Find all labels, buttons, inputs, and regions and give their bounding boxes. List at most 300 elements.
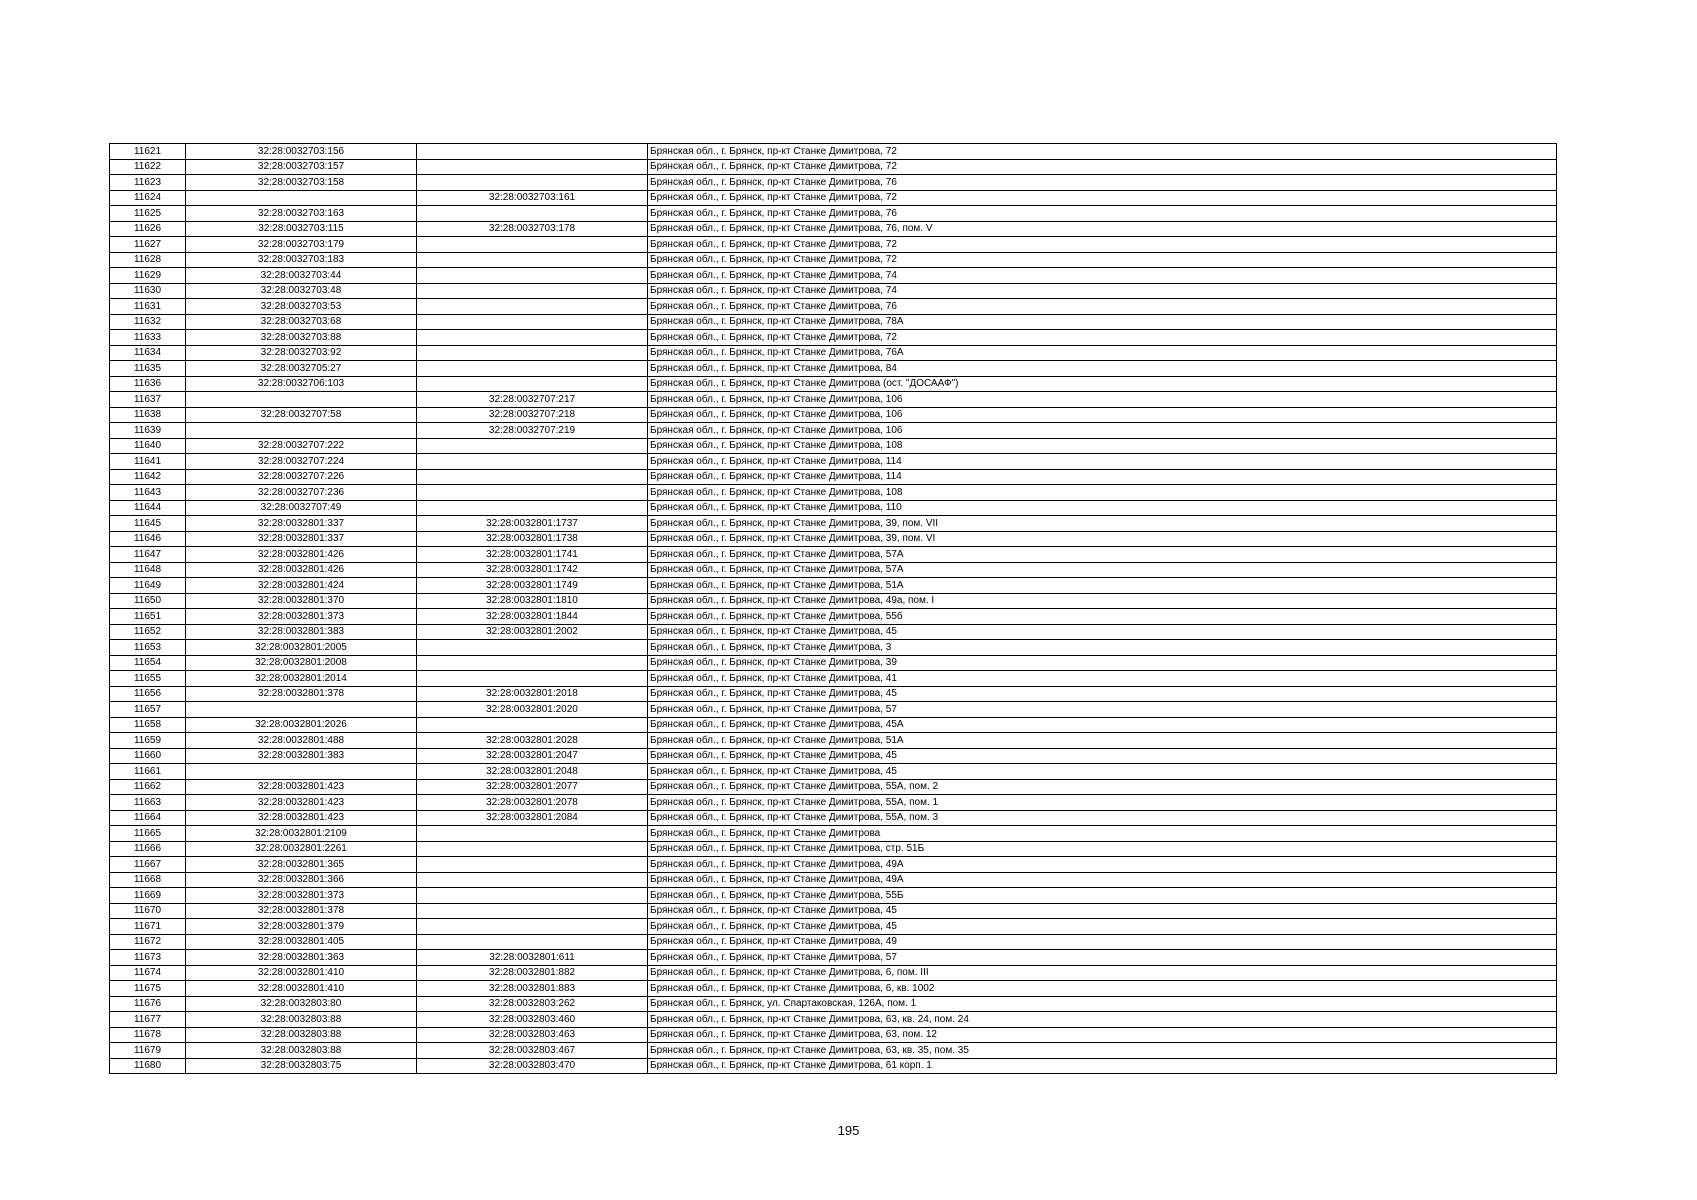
cadastral-number-cell: 32:28:0032703:115 (186, 221, 417, 237)
related-cadastral-number-cell: 32:28:0032801:2084 (417, 810, 648, 826)
row-number-cell: 11624 (110, 190, 186, 206)
table-row (110, 438, 1557, 454)
address-cell: Брянская обл., г. Брянск, пр-кт Станке Димитрова, 45 (648, 686, 1557, 702)
table-row (110, 299, 1557, 315)
related-cadastral-number-cell (417, 361, 648, 377)
row-number-cell: 11628 (110, 252, 186, 268)
table-row (110, 144, 1557, 160)
address-cell: Брянская обл., г. Брянск, пр-кт Станке Димитрова, 114 (648, 454, 1557, 470)
related-cadastral-number-cell: 32:28:0032801:2048 (417, 764, 648, 780)
related-cadastral-number-cell (417, 299, 648, 315)
address-cell: Брянская обл., г. Брянск, пр-кт Станке Димитрова, 76, пом. V (648, 221, 1557, 237)
cadastral-number-cell: 32:28:0032801:2008 (186, 655, 417, 671)
cadastral-number-cell (186, 702, 417, 718)
row-number-cell: 11639 (110, 423, 186, 439)
table-row (110, 469, 1557, 485)
table-row (110, 423, 1557, 439)
row-number-cell: 11666 (110, 841, 186, 857)
cadastral-number-cell: 32:28:0032703:44 (186, 268, 417, 284)
related-cadastral-number-cell (417, 175, 648, 191)
address-cell: Брянская обл., г. Брянск, пр-кт Станке Димитрова, 57 (648, 950, 1557, 966)
related-cadastral-number-cell: 32:28:0032801:1742 (417, 562, 648, 578)
table-row (110, 593, 1557, 609)
address-cell: Брянская обл., г. Брянск, пр-кт Станке Димитрова, 63, кв. 24, пом. 24 (648, 1012, 1557, 1028)
related-cadastral-number-cell: 32:28:0032801:2028 (417, 733, 648, 749)
table-row (110, 516, 1557, 532)
address-cell: Брянская обл., г. Брянск, пр-кт Станке Димитрова, 84 (648, 361, 1557, 377)
address-cell: Брянская обл., г. Брянск, пр-кт Станке Димитрова, 76 (648, 175, 1557, 191)
table-row (110, 748, 1557, 764)
row-number-cell: 11658 (110, 717, 186, 733)
row-number-cell: 11634 (110, 345, 186, 361)
cadastral-number-cell: 32:28:0032703:179 (186, 237, 417, 253)
address-cell: Брянская обл., г. Брянск, пр-кт Станке Димитрова, 106 (648, 407, 1557, 423)
row-number-cell: 11632 (110, 314, 186, 330)
cadastral-number-cell: 32:28:0032707:222 (186, 438, 417, 454)
address-cell: Брянская обл., г. Брянск, пр-кт Станке Димитрова, 61 корп. 1 (648, 1058, 1557, 1074)
cadastral-number-cell: 32:28:0032801:379 (186, 919, 417, 935)
related-cadastral-number-cell (417, 903, 648, 919)
row-number-cell: 11653 (110, 640, 186, 656)
related-cadastral-number-cell (417, 934, 648, 950)
related-cadastral-number-cell: 32:28:0032703:161 (417, 190, 648, 206)
address-cell: Брянская обл., г. Брянск, пр-кт Станке Димитрова, 45 (648, 764, 1557, 780)
address-cell: Брянская обл., г. Брянск, пр-кт Станке Димитрова, 72 (648, 237, 1557, 253)
related-cadastral-number-cell (417, 345, 648, 361)
row-number-cell: 11623 (110, 175, 186, 191)
table-row (110, 841, 1557, 857)
address-cell: Брянская обл., г. Брянск, пр-кт Станке Димитрова, 63, кв. 35, пом. 35 (648, 1043, 1557, 1059)
address-cell: Брянская обл., г. Брянск, пр-кт Станке Димитрова, 114 (648, 469, 1557, 485)
row-number-cell: 11642 (110, 469, 186, 485)
address-cell: Брянская обл., г. Брянск, пр-кт Станке Димитрова, 78А (648, 314, 1557, 330)
table-row (110, 888, 1557, 904)
row-number-cell: 11669 (110, 888, 186, 904)
cadastral-number-cell: 32:28:0032801:405 (186, 934, 417, 950)
row-number-cell: 11626 (110, 221, 186, 237)
address-cell: Брянская обл., г. Брянск, пр-кт Станке Димитрова, 6, пом. III (648, 965, 1557, 981)
row-number-cell: 11677 (110, 1012, 186, 1028)
related-cadastral-number-cell: 32:28:0032707:218 (417, 407, 648, 423)
address-cell: Брянская обл., г. Брянск, пр-кт Станке Димитрова, 45 (648, 919, 1557, 935)
related-cadastral-number-cell: 32:28:0032703:178 (417, 221, 648, 237)
table-row (110, 1027, 1557, 1043)
row-number-cell: 11672 (110, 934, 186, 950)
table-row (110, 454, 1557, 470)
row-number-cell: 11670 (110, 903, 186, 919)
table-row (110, 996, 1557, 1012)
address-cell: Брянская обл., г. Брянск, пр-кт Станке Димитрова, 45 (648, 624, 1557, 640)
cadastral-number-cell: 32:28:0032801:337 (186, 516, 417, 532)
row-number-cell: 11664 (110, 810, 186, 826)
row-number-cell: 11652 (110, 624, 186, 640)
table-row (110, 671, 1557, 687)
row-number-cell: 11656 (110, 686, 186, 702)
cadastral-number-cell: 32:28:0032703:157 (186, 159, 417, 175)
table-row (110, 345, 1557, 361)
cadastral-number-cell: 32:28:0032706:103 (186, 376, 417, 392)
row-number-cell: 11663 (110, 795, 186, 811)
table-row (110, 764, 1557, 780)
related-cadastral-number-cell: 32:28:0032801:2020 (417, 702, 648, 718)
related-cadastral-number-cell (417, 872, 648, 888)
address-cell: Брянская обл., г. Брянск, пр-кт Станке Димитрова, 106 (648, 423, 1557, 439)
cadastral-number-cell: 32:28:0032705:27 (186, 361, 417, 377)
table-row (110, 159, 1557, 175)
row-number-cell: 11644 (110, 500, 186, 516)
cadastral-number-cell: 32:28:0032801:2014 (186, 671, 417, 687)
cadastral-number-cell: 32:28:0032803:80 (186, 996, 417, 1012)
address-cell: Брянская обл., г. Брянск, пр-кт Станке Димитрова, 49 (648, 934, 1557, 950)
related-cadastral-number-cell: 32:28:0032707:217 (417, 392, 648, 408)
row-number-cell: 11665 (110, 826, 186, 842)
address-cell: Брянская обл., г. Брянск, пр-кт Станке Димитрова, 55А, пом. 3 (648, 810, 1557, 826)
address-cell: Брянская обл., г. Брянск, пр-кт Станке Димитрова, 41 (648, 671, 1557, 687)
address-cell: Брянская обл., г. Брянск, пр-кт Станке Димитрова, 55б (648, 609, 1557, 625)
cadastral-number-cell: 32:28:0032801:383 (186, 624, 417, 640)
table-row (110, 872, 1557, 888)
cadastral-number-cell: 32:28:0032801:410 (186, 981, 417, 997)
row-number-cell: 11649 (110, 578, 186, 594)
row-number-cell: 11635 (110, 361, 186, 377)
address-cell: Брянская обл., г. Брянск, пр-кт Станке Димитрова (648, 826, 1557, 842)
table-row (110, 175, 1557, 191)
row-number-cell: 11671 (110, 919, 186, 935)
related-cadastral-number-cell: 32:28:0032801:882 (417, 965, 648, 981)
table-row (110, 903, 1557, 919)
cadastral-number-cell: 32:28:0032703:48 (186, 283, 417, 299)
table-row (110, 392, 1557, 408)
table-row (110, 779, 1557, 795)
related-cadastral-number-cell: 32:28:0032707:219 (417, 423, 648, 439)
address-cell: Брянская обл., г. Брянск, пр-кт Станке Димитрова, 72 (648, 330, 1557, 346)
related-cadastral-number-cell (417, 717, 648, 733)
related-cadastral-number-cell (417, 438, 648, 454)
related-cadastral-number-cell (417, 268, 648, 284)
related-cadastral-number-cell (417, 454, 648, 470)
related-cadastral-number-cell (417, 252, 648, 268)
related-cadastral-number-cell (417, 485, 648, 501)
related-cadastral-number-cell: 32:28:0032801:1810 (417, 593, 648, 609)
table-row (110, 717, 1557, 733)
address-cell: Брянская обл., г. Брянск, пр-кт Станке Димитрова, 74 (648, 268, 1557, 284)
registry-table (109, 143, 1557, 1074)
table-row (110, 857, 1557, 873)
table-row (110, 810, 1557, 826)
address-cell: Брянская обл., г. Брянск, пр-кт Станке Димитрова, 3 (648, 640, 1557, 656)
row-number-cell: 11668 (110, 872, 186, 888)
address-cell: Брянская обл., г. Брянск, пр-кт Станке Димитрова, 72 (648, 144, 1557, 160)
row-number-cell: 11633 (110, 330, 186, 346)
address-cell: Брянская обл., г. Брянск, пр-кт Станке Димитрова, 72 (648, 252, 1557, 268)
cadastral-number-cell: 32:28:0032707:49 (186, 500, 417, 516)
cadastral-number-cell: 32:28:0032801:373 (186, 609, 417, 625)
related-cadastral-number-cell: 32:28:0032801:2077 (417, 779, 648, 795)
related-cadastral-number-cell (417, 376, 648, 392)
table-row (110, 562, 1557, 578)
cadastral-number-cell: 32:28:0032801:365 (186, 857, 417, 873)
address-cell: Брянская обл., г. Брянск, пр-кт Станке Димитрова, 49А (648, 872, 1557, 888)
related-cadastral-number-cell (417, 159, 648, 175)
row-number-cell: 11647 (110, 547, 186, 563)
row-number-cell: 11625 (110, 206, 186, 222)
table-row (110, 686, 1557, 702)
table-body (110, 144, 1557, 1074)
cadastral-number-cell: 32:28:0032703:53 (186, 299, 417, 315)
table-row (110, 795, 1557, 811)
table-row (110, 919, 1557, 935)
table-row (110, 578, 1557, 594)
row-number-cell: 11646 (110, 531, 186, 547)
table-row (110, 1058, 1557, 1074)
related-cadastral-number-cell: 32:28:0032801:1737 (417, 516, 648, 532)
cadastral-number-cell: 32:28:0032801:423 (186, 779, 417, 795)
related-cadastral-number-cell: 32:28:0032803:467 (417, 1043, 648, 1059)
address-cell: Брянская обл., г. Брянск, пр-кт Станке Димитрова, 49А (648, 857, 1557, 873)
row-number-cell: 11678 (110, 1027, 186, 1043)
related-cadastral-number-cell: 32:28:0032801:1741 (417, 547, 648, 563)
address-cell: Брянская обл., г. Брянск, пр-кт Станке Димитрова, 49а, пом. I (648, 593, 1557, 609)
address-cell: Брянская обл., г. Брянск, пр-кт Станке Димитрова, 76 (648, 299, 1557, 315)
cadastral-number-cell: 32:28:0032801:423 (186, 795, 417, 811)
table-row (110, 407, 1557, 423)
cadastral-number-cell: 32:28:0032703:158 (186, 175, 417, 191)
cadastral-number-cell: 32:28:0032703:163 (186, 206, 417, 222)
cadastral-number-cell: 32:28:0032801:378 (186, 903, 417, 919)
cadastral-number-cell (186, 190, 417, 206)
table-row (110, 283, 1557, 299)
row-number-cell: 11645 (110, 516, 186, 532)
row-number-cell: 11636 (110, 376, 186, 392)
related-cadastral-number-cell (417, 469, 648, 485)
table-row (110, 981, 1557, 997)
address-cell: Брянская обл., г. Брянск, пр-кт Станке Димитрова, 110 (648, 500, 1557, 516)
related-cadastral-number-cell: 32:28:0032801:1738 (417, 531, 648, 547)
address-cell: Брянская обл., г. Брянск, ул. Спартаковская, 126А, пом. 1 (648, 996, 1557, 1012)
row-number-cell: 11673 (110, 950, 186, 966)
cadastral-number-cell: 32:28:0032803:88 (186, 1043, 417, 1059)
row-number-cell: 11657 (110, 702, 186, 718)
cadastral-number-cell: 32:28:0032801:363 (186, 950, 417, 966)
row-number-cell: 11621 (110, 144, 186, 160)
cadastral-number-cell: 32:28:0032803:75 (186, 1058, 417, 1074)
table-row (110, 314, 1557, 330)
cadastral-number-cell: 32:28:0032801:410 (186, 965, 417, 981)
related-cadastral-number-cell (417, 144, 648, 160)
related-cadastral-number-cell (417, 655, 648, 671)
table-row (110, 221, 1557, 237)
address-cell: Брянская обл., г. Брянск, пр-кт Станке Димитрова, 63, пом. 12 (648, 1027, 1557, 1043)
table-row (110, 609, 1557, 625)
table-row (110, 361, 1557, 377)
row-number-cell: 11674 (110, 965, 186, 981)
address-cell: Брянская обл., г. Брянск, пр-кт Станке Димитрова, стр. 51Б (648, 841, 1557, 857)
row-number-cell: 11629 (110, 268, 186, 284)
cadastral-number-cell: 32:28:0032801:488 (186, 733, 417, 749)
row-number-cell: 11660 (110, 748, 186, 764)
related-cadastral-number-cell (417, 206, 648, 222)
cadastral-number-cell: 32:28:0032703:156 (186, 144, 417, 160)
related-cadastral-number-cell: 32:28:0032801:2078 (417, 795, 648, 811)
address-cell: Брянская обл., г. Брянск, пр-кт Станке Димитрова, 76 (648, 206, 1557, 222)
cadastral-number-cell: 32:28:0032703:88 (186, 330, 417, 346)
table-row (110, 733, 1557, 749)
related-cadastral-number-cell (417, 283, 648, 299)
address-cell: Брянская обл., г. Брянск, пр-кт Станке Димитрова, 6, кв. 1002 (648, 981, 1557, 997)
table-row (110, 702, 1557, 718)
address-cell: Брянская обл., г. Брянск, пр-кт Станке Димитрова, 57А (648, 562, 1557, 578)
row-number-cell: 11655 (110, 671, 186, 687)
cadastral-number-cell: 32:28:0032801:366 (186, 872, 417, 888)
cadastral-number-cell: 32:28:0032703:183 (186, 252, 417, 268)
address-cell: Брянская обл., г. Брянск, пр-кт Станке Димитрова, 108 (648, 438, 1557, 454)
address-cell: Брянская обл., г. Брянск, пр-кт Станке Димитрова, 51А (648, 578, 1557, 594)
row-number-cell: 11654 (110, 655, 186, 671)
related-cadastral-number-cell (417, 841, 648, 857)
row-number-cell: 11667 (110, 857, 186, 873)
cadastral-number-cell: 32:28:0032707:58 (186, 407, 417, 423)
related-cadastral-number-cell (417, 857, 648, 873)
row-number-cell: 11630 (110, 283, 186, 299)
related-cadastral-number-cell (417, 826, 648, 842)
cadastral-number-cell: 32:28:0032703:68 (186, 314, 417, 330)
address-cell: Брянская обл., г. Брянск, пр-кт Станке Димитрова, 45 (648, 903, 1557, 919)
related-cadastral-number-cell (417, 314, 648, 330)
table-row (110, 934, 1557, 950)
cadastral-number-cell: 32:28:0032801:2005 (186, 640, 417, 656)
row-number-cell: 11627 (110, 237, 186, 253)
address-cell: Брянская обл., г. Брянск, пр-кт Станке Димитрова, 39 (648, 655, 1557, 671)
address-cell: Брянская обл., г. Брянск, пр-кт Станке Димитрова, 108 (648, 485, 1557, 501)
related-cadastral-number-cell (417, 237, 648, 253)
related-cadastral-number-cell (417, 640, 648, 656)
table-row (110, 826, 1557, 842)
row-number-cell: 11676 (110, 996, 186, 1012)
address-cell: Брянская обл., г. Брянск, пр-кт Станке Димитрова (ост. "ДОСААФ") (648, 376, 1557, 392)
cadastral-number-cell (186, 423, 417, 439)
row-number-cell: 11650 (110, 593, 186, 609)
cadastral-number-cell (186, 392, 417, 408)
related-cadastral-number-cell: 32:28:0032801:2002 (417, 624, 648, 640)
table-row (110, 330, 1557, 346)
cadastral-number-cell: 32:28:0032801:2261 (186, 841, 417, 857)
table-row (110, 190, 1557, 206)
cadastral-number-cell: 32:28:0032801:383 (186, 748, 417, 764)
cadastral-number-cell: 32:28:0032801:2109 (186, 826, 417, 842)
row-number-cell: 11640 (110, 438, 186, 454)
row-number-cell: 11638 (110, 407, 186, 423)
row-number-cell: 11648 (110, 562, 186, 578)
address-cell: Брянская обл., г. Брянск, пр-кт Станке Димитрова, 45 (648, 748, 1557, 764)
table-row (110, 640, 1557, 656)
related-cadastral-number-cell: 32:28:0032803:463 (417, 1027, 648, 1043)
table-row (110, 237, 1557, 253)
row-number-cell: 11662 (110, 779, 186, 795)
cadastral-number-cell: 32:28:0032707:226 (186, 469, 417, 485)
cadastral-number-cell: 32:28:0032801:337 (186, 531, 417, 547)
row-number-cell: 11679 (110, 1043, 186, 1059)
table-row (110, 950, 1557, 966)
cadastral-number-cell: 32:28:0032801:2026 (186, 717, 417, 733)
table-row (110, 206, 1557, 222)
related-cadastral-number-cell: 32:28:0032801:1844 (417, 609, 648, 625)
table-row (110, 1012, 1557, 1028)
address-cell: Брянская обл., г. Брянск, пр-кт Станке Димитрова, 55А, пом. 2 (648, 779, 1557, 795)
cadastral-number-cell: 32:28:0032803:88 (186, 1012, 417, 1028)
row-number-cell: 11637 (110, 392, 186, 408)
cadastral-number-cell: 32:28:0032707:236 (186, 485, 417, 501)
cadastral-number-cell: 32:28:0032801:426 (186, 562, 417, 578)
related-cadastral-number-cell (417, 919, 648, 935)
cadastral-number-cell: 32:28:0032801:378 (186, 686, 417, 702)
related-cadastral-number-cell: 32:28:0032803:460 (417, 1012, 648, 1028)
cadastral-number-cell: 32:28:0032801:373 (186, 888, 417, 904)
related-cadastral-number-cell (417, 888, 648, 904)
address-cell: Брянская обл., г. Брянск, пр-кт Станке Димитрова, 39, пом. VI (648, 531, 1557, 547)
cadastral-number-cell: 32:28:0032801:370 (186, 593, 417, 609)
table-row (110, 655, 1557, 671)
related-cadastral-number-cell: 32:28:0032801:1749 (417, 578, 648, 594)
table-row (110, 500, 1557, 516)
address-cell: Брянская обл., г. Брянск, пр-кт Станке Димитрова, 55Б (648, 888, 1557, 904)
related-cadastral-number-cell: 32:28:0032801:883 (417, 981, 648, 997)
address-cell: Брянская обл., г. Брянск, пр-кт Станке Димитрова, 55А, пом. 1 (648, 795, 1557, 811)
address-cell: Брянская обл., г. Брянск, пр-кт Станке Димитрова, 45А (648, 717, 1557, 733)
table-row (110, 485, 1557, 501)
address-cell: Брянская обл., г. Брянск, пр-кт Станке Димитрова, 57 (648, 702, 1557, 718)
table-row (110, 268, 1557, 284)
row-number-cell: 11661 (110, 764, 186, 780)
cadastral-number-cell: 32:28:0032707:224 (186, 454, 417, 470)
related-cadastral-number-cell: 32:28:0032803:470 (417, 1058, 648, 1074)
address-cell: Брянская обл., г. Брянск, пр-кт Станке Димитрова, 76А (648, 345, 1557, 361)
row-number-cell: 11631 (110, 299, 186, 315)
cadastral-number-cell: 32:28:0032801:426 (186, 547, 417, 563)
table-row (110, 531, 1557, 547)
row-number-cell: 11622 (110, 159, 186, 175)
related-cadastral-number-cell (417, 500, 648, 516)
cadastral-number-cell: 32:28:0032801:423 (186, 810, 417, 826)
related-cadastral-number-cell: 32:28:0032801:611 (417, 950, 648, 966)
address-cell: Брянская обл., г. Брянск, пр-кт Станке Димитрова, 51А (648, 733, 1557, 749)
table-row (110, 624, 1557, 640)
cadastral-number-cell: 32:28:0032803:88 (186, 1027, 417, 1043)
address-cell: Брянская обл., г. Брянск, пр-кт Станке Димитрова, 72 (648, 190, 1557, 206)
address-cell: Брянская обл., г. Брянск, пр-кт Станке Димитрова, 57А (648, 547, 1557, 563)
cadastral-number-cell: 32:28:0032703:92 (186, 345, 417, 361)
table-row (110, 547, 1557, 563)
address-cell: Брянская обл., г. Брянск, пр-кт Станке Димитрова, 39, пом. VII (648, 516, 1557, 532)
related-cadastral-number-cell: 32:28:0032803:262 (417, 996, 648, 1012)
row-number-cell: 11680 (110, 1058, 186, 1074)
cadastral-number-cell (186, 764, 417, 780)
address-cell: Брянская обл., г. Брянск, пр-кт Станке Димитрова, 106 (648, 392, 1557, 408)
address-cell: Брянская обл., г. Брянск, пр-кт Станке Димитрова, 72 (648, 159, 1557, 175)
row-number-cell: 11643 (110, 485, 186, 501)
row-number-cell: 11641 (110, 454, 186, 470)
table-row (110, 965, 1557, 981)
related-cadastral-number-cell (417, 671, 648, 687)
cadastral-number-cell: 32:28:0032801:424 (186, 578, 417, 594)
related-cadastral-number-cell: 32:28:0032801:2018 (417, 686, 648, 702)
related-cadastral-number-cell (417, 330, 648, 346)
table-row (110, 252, 1557, 268)
table-row (110, 376, 1557, 392)
row-number-cell: 11675 (110, 981, 186, 997)
related-cadastral-number-cell: 32:28:0032801:2047 (417, 748, 648, 764)
address-cell: Брянская обл., г. Брянск, пр-кт Станке Димитрова, 74 (648, 283, 1557, 299)
table-row (110, 1043, 1557, 1059)
